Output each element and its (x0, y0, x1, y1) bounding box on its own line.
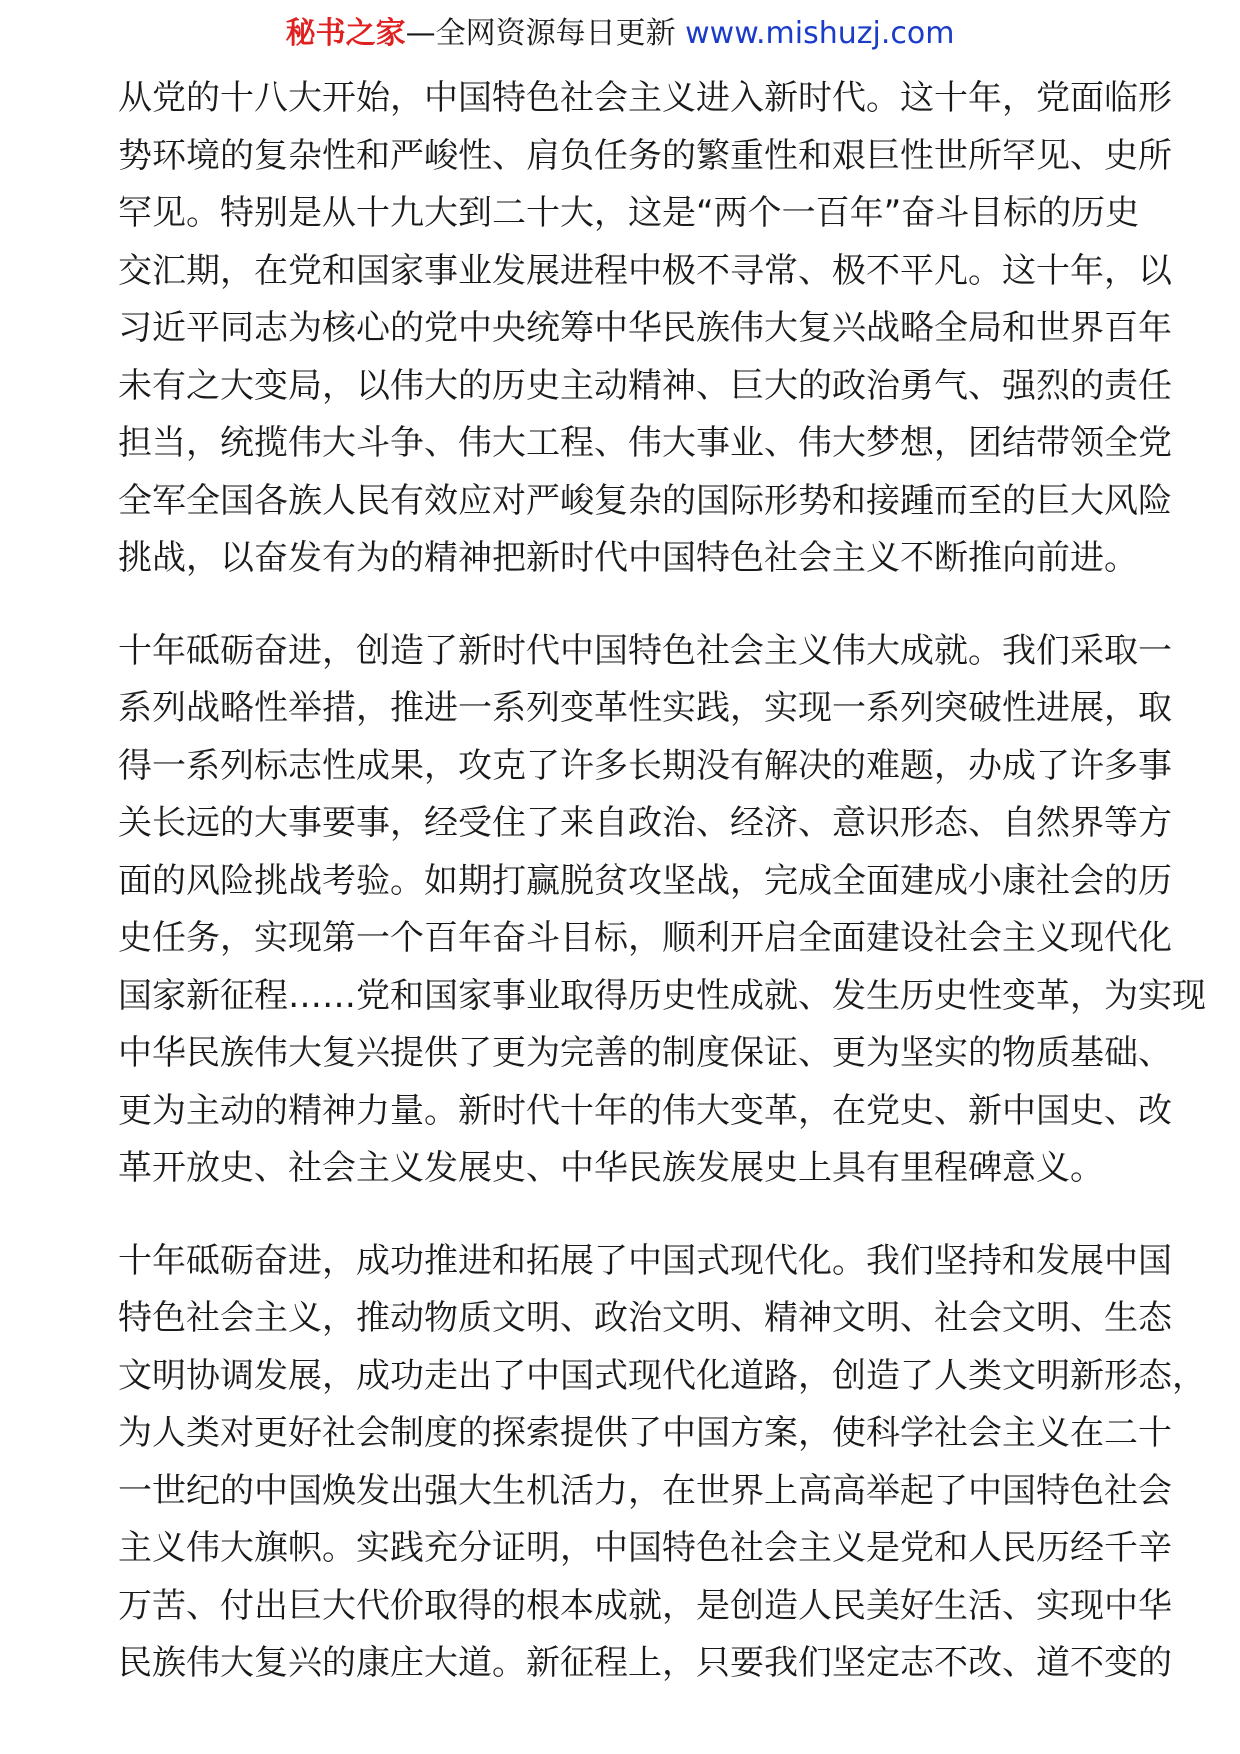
text-line: 势环境的复杂性和严峻性、肩负任务的繁重性和艰巨性世所罕见、史所 (118, 135, 1172, 176)
text-line: 担当，统揽伟大斗争、伟大工程、伟大事业、伟大梦想，团结带领全党 (118, 423, 1172, 463)
text-line: 系列战略性举措，推进一系列变革性实践，实现一系列突破性进展，取 (118, 688, 1172, 728)
text-line: 十年砥砺奋进，成功推进和拓展了中国式现代化。我们坚持和发展中国 (118, 1240, 1172, 1281)
text-line: 革开放史、社会主义发展史、中华民族发展史上具有里程碑意义。 (118, 1148, 1104, 1188)
text-line: 特色社会主义，推动物质文明、政治文明、精神文明、社会文明、生态 (118, 1298, 1172, 1338)
text-line: 挑战，以奋发有为的精神把新时代中国特色社会主义不断推向前进。 (118, 538, 1138, 578)
text-line: 国家新征程……党和国家事业取得历史性成就、发生历史性变革，为实现 (118, 975, 1206, 1016)
text-line: 十年砥砺奋进，创造了新时代中国特色社会主义伟大成就。我们采取一 (118, 630, 1172, 671)
text-line: 文明协调发展，成功走出了中国式现代化道路，创造了人类文明新形态， (118, 1355, 1206, 1396)
page-header (0, 14, 1240, 54)
text-line: 全军全国各族人民有效应对严峻复杂的国际形势和接踵而至的巨大风险 (118, 480, 1172, 521)
text-line: 关长远的大事要事，经受住了来自政治、经济、意识形态、自然界等方 (118, 803, 1172, 843)
header-tagline: —全网资源每日更新 (405, 16, 676, 51)
text-line: 罕见。特别是从十九大到二十大，这是“两个一百年”奋斗目标的历史 (118, 193, 1140, 233)
text-line: 从党的十八大开始，中国特色社会主义进入新时代。这十年，党面临形 (118, 78, 1172, 118)
text-line: 中华民族伟大复兴提供了更为完善的制度保证、更为坚实的物质基础、 (118, 1033, 1172, 1073)
paragraph-2 (118, 623, 1206, 1198)
text-line: 万苦、付出巨大代价取得的根本成就，是创造人民美好生活、实现中华 (118, 1585, 1172, 1626)
text-line: 未有之大变局，以伟大的历史主动精神、巨大的政治勇气、强烈的责任 (118, 365, 1172, 406)
paragraph-3 (118, 1233, 1206, 1693)
text-line: 民族伟大复兴的康庄大道。新征程上，只要我们坚定志不改、道不变的 (118, 1643, 1172, 1683)
document-body (118, 70, 1206, 1728)
text-line: 得一系列标志性成果，攻克了许多长期没有解决的难题，办成了许多事 (118, 745, 1172, 786)
text-line: 更为主动的精神力量。新时代十年的伟大变革，在党史、新中国史、改 (118, 1090, 1172, 1131)
text-line: 史任务，实现第一个百年奋斗目标，顺利开启全面建设社会主义现代化 (118, 918, 1172, 958)
text-line: 为人类对更好社会制度的探索提供了中国方案，使科学社会主义在二十 (118, 1413, 1172, 1453)
paragraph-1 (118, 70, 1178, 588)
text-line: 交汇期，在党和国家事业发展进程中极不寻常、极不平凡。这十年，以 (118, 250, 1172, 291)
text-line: 面的风险挑战考验。如期打赢脱贫攻坚战，完成全面建成小康社会的历 (118, 860, 1172, 901)
text-line: 习近平同志为核心的党中央统筹中华民族伟大复兴战略全局和世界百年 (118, 308, 1172, 348)
site-url-link[interactable]: www.mishuzj.com (685, 16, 955, 51)
text-line: 一世纪的中国焕发出强大生机活力，在世界上高高举起了中国特色社会 (118, 1470, 1172, 1511)
brand-name: 秘书之家 (285, 16, 406, 51)
text-line: 主义伟大旗帜。实践充分证明，中国特色社会主义是党和人民历经千辛 (118, 1528, 1172, 1568)
